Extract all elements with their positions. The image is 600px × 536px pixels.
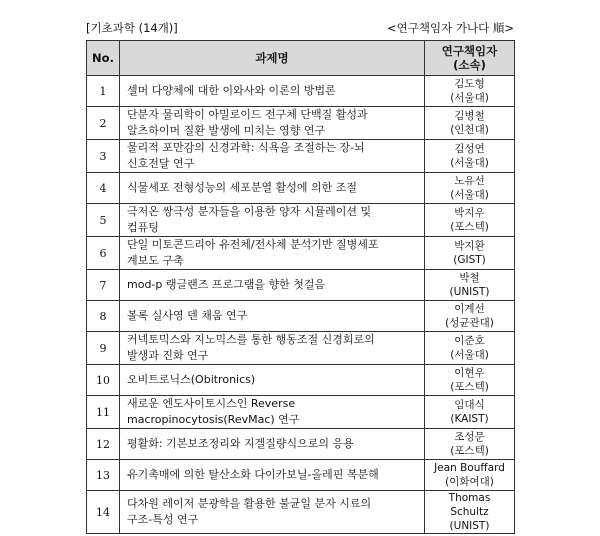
project-title-line: macropinocytosis(RevMac) 연구 [127, 413, 300, 426]
row-number: 12 [87, 429, 120, 460]
pi-affiliation: (서울대) [450, 157, 489, 169]
project-title-line: 물리적 포만감의 신경과학: 식욕을 조절하는 장-뇌 [127, 141, 365, 154]
pi-name: Jean Bouffard [434, 462, 505, 474]
principal-investigator [425, 76, 515, 107]
project-title [120, 365, 425, 396]
pi-name: 노유선 [454, 175, 485, 187]
pi-affiliation: (UNIST) [449, 520, 490, 532]
project-title [120, 429, 425, 460]
pi-name: 박지환 [454, 240, 485, 252]
table-row [87, 76, 515, 107]
principal-investigator [425, 301, 515, 332]
table-row [87, 107, 515, 140]
principal-investigator [425, 365, 515, 396]
row-number: 3 [87, 140, 120, 173]
row-number: 11 [87, 396, 120, 429]
pi-affiliation: (인천대) [450, 124, 489, 136]
pi-affiliation: (이화여대) [445, 476, 494, 488]
project-title-line: 단일 미토콘드리아 유전체/전사체 분석기반 질병세포 [127, 238, 379, 251]
project-title-line: 신호전달 연구 [127, 157, 195, 170]
project-title-line: 계보도 구축 [127, 254, 184, 267]
table-row [87, 396, 515, 429]
table-row [87, 270, 515, 301]
table-row [87, 204, 515, 237]
table-row [87, 332, 515, 365]
pi-name: 김성연 [454, 143, 485, 155]
table-row [87, 429, 515, 460]
table-row [87, 173, 515, 204]
project-title-line: 유기촉매에 의한 탈산소화 다이카보닐-올레핀 복분해 [127, 468, 379, 481]
project-title [120, 301, 425, 332]
project-title-line: mod-p 랭글랜즈 프로그램을 향한 첫걸음 [127, 278, 326, 291]
row-number: 4 [87, 173, 120, 204]
principal-investigator [425, 107, 515, 140]
pi-affiliation: (성균관대) [445, 317, 494, 329]
principal-investigator [425, 270, 515, 301]
project-title [120, 237, 425, 270]
row-number: 9 [87, 332, 120, 365]
column-header-pi-sub: (소속) [453, 58, 486, 72]
pi-name: 김도형 [454, 78, 485, 90]
table-row [87, 140, 515, 173]
table-row [87, 301, 515, 332]
pi-affiliation: (포스텍) [450, 381, 489, 393]
pi-name: 김병철 [454, 110, 485, 122]
principal-investigator [425, 460, 515, 491]
principal-investigator [425, 491, 515, 534]
table-caption [86, 20, 514, 36]
project-title-line: 커넥토믹스와 지노믹스를 통한 행동조절 신경회로의 [127, 333, 375, 346]
row-number: 8 [87, 301, 120, 332]
pi-name: 임대식 [454, 399, 485, 411]
project-title-line: 컴퓨팅 [127, 221, 159, 234]
pi-affiliation: (UNIST) [449, 286, 490, 298]
pi-name: Thomas Schultz [448, 492, 491, 518]
pi-affiliation: (포스텍) [450, 221, 489, 233]
project-title-line: 평활화: 기본보조정리와 지겔질량식으로의 응용 [127, 437, 354, 450]
pi-name: 이현우 [454, 367, 485, 379]
project-title-line: 새로운 엔도사이토시스인 Reverse [127, 397, 296, 410]
pi-name: 조성문 [454, 431, 485, 443]
row-number: 14 [87, 491, 120, 534]
principal-investigator [425, 332, 515, 365]
project-title-line: 오비트로닉스(Obitronics) [127, 373, 256, 386]
pi-affiliation: (서울대) [450, 349, 489, 361]
project-title [120, 460, 425, 491]
project-title-line: 식물세포 전형성능의 세포분열 활성에 의한 조절 [127, 181, 358, 194]
column-header-no: No. [87, 41, 120, 76]
project-title [120, 204, 425, 237]
pi-name: 이계선 [454, 303, 485, 315]
pi-affiliation: (포스텍) [450, 445, 489, 457]
table-row [87, 365, 515, 396]
project-title [120, 173, 425, 204]
row-number: 10 [87, 365, 120, 396]
principal-investigator [425, 173, 515, 204]
project-title [120, 107, 425, 140]
column-header-title: 과제명 [120, 41, 425, 76]
principal-investigator [425, 140, 515, 173]
project-title [120, 396, 425, 429]
pi-affiliation: (서울대) [450, 92, 489, 104]
sort-note: <연구책임자 가나다 順> [387, 21, 514, 35]
principal-investigator [425, 237, 515, 270]
pi-affiliation: (GIST) [453, 254, 486, 266]
pi-name: 이준호 [454, 335, 485, 347]
table-header-row [87, 41, 515, 76]
project-title [120, 270, 425, 301]
row-number: 7 [87, 270, 120, 301]
row-number: 5 [87, 204, 120, 237]
category-label: [기초과학 (14개)] [86, 21, 178, 35]
project-table [86, 40, 515, 534]
project-title-line: 알츠하이머 질환 발생에 미치는 영향 연구 [127, 124, 326, 137]
project-title-line: 단분자 물리학이 아밀로이드 전구체 단백질 활성과 [127, 108, 368, 121]
principal-investigator [425, 204, 515, 237]
table-row [87, 460, 515, 491]
project-title-line: 셀머 다양체에 대한 이와사와 이론의 방법론 [127, 84, 336, 97]
project-title-line: 구조-특성 연구 [127, 513, 199, 526]
row-number: 1 [87, 76, 120, 107]
pi-name: 박지우 [454, 207, 485, 219]
column-header-pi-label: 연구책임자 [441, 44, 498, 58]
column-header-pi [425, 41, 515, 76]
row-number: 6 [87, 237, 120, 270]
table-row [87, 491, 515, 534]
project-title [120, 76, 425, 107]
pi-affiliation: (서울대) [450, 189, 489, 201]
project-title-line: 극저온 쌍극성 분자들을 이용한 양자 시뮬레이션 및 [127, 205, 372, 218]
pi-affiliation: (KAIST) [450, 413, 489, 425]
project-title-line: 볼록 실사영 덴 채움 연구 [127, 309, 248, 322]
project-title [120, 332, 425, 365]
pi-name: 박철 [459, 272, 480, 284]
principal-investigator [425, 429, 515, 460]
principal-investigator [425, 396, 515, 429]
project-title [120, 140, 425, 173]
row-number: 2 [87, 107, 120, 140]
project-title-line: 발생과 진화 연구 [127, 349, 209, 362]
project-title-line: 다차원 레이저 분광학을 활용한 불균일 분자 시료의 [127, 497, 372, 510]
table-row [87, 237, 515, 270]
project-title [120, 491, 425, 534]
row-number: 13 [87, 460, 120, 491]
